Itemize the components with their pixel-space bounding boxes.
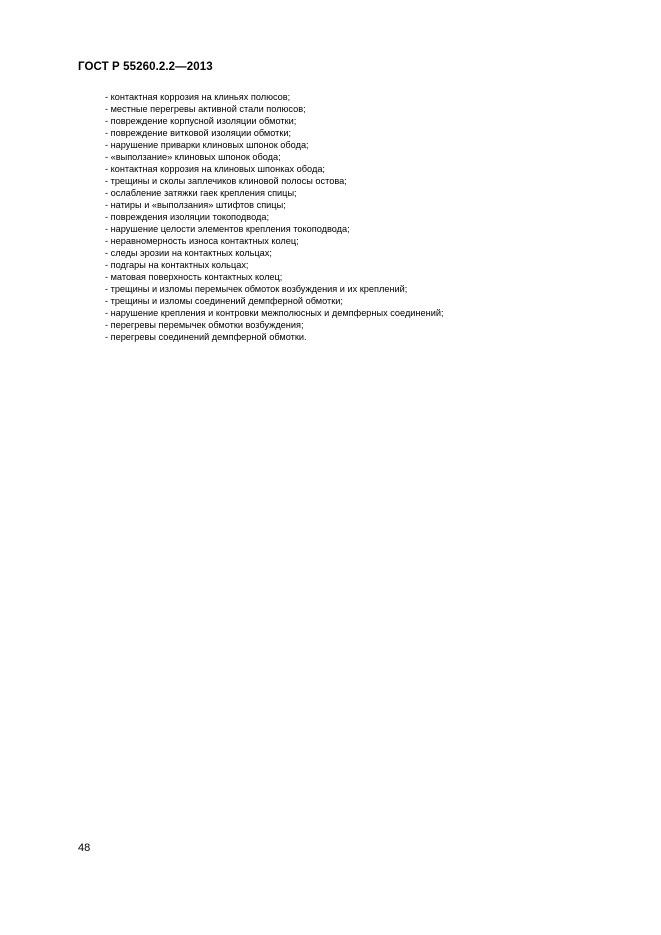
- list-item: - следы эрозии на контактных кольцах;: [105, 248, 272, 258]
- list-item: - натиры и «выползания» штифтов спицы;: [105, 200, 286, 210]
- list-item: - контактная коррозия на клиновых шпонках обода;: [105, 164, 325, 174]
- list-item: - подгары на контактных кольцах;: [105, 260, 249, 270]
- list-item: - нарушение крепления и контровки межполюсных и демпферных соединений;: [105, 308, 444, 318]
- list-item: - «выползание» клиновых шпонок обода;: [105, 152, 281, 162]
- list-item: - нарушение целости элементов крепления токоподвода;: [105, 224, 350, 234]
- page-number: 48: [78, 842, 91, 854]
- list-item: - повреждение витковой изоляции обмотки;: [105, 128, 292, 138]
- list-item: - повреждение корпусной изоляции обмотки;: [105, 116, 297, 126]
- list-item: - перегревы соединений демпферной обмотки.: [105, 332, 307, 342]
- list-item: - трещины и изломы соединений демпферной обмотки;: [105, 296, 343, 306]
- list-item: - матовая поверхность контактных колец;: [105, 272, 283, 282]
- list-item: - ослабление затяжки гаек крепления спицы;: [105, 188, 297, 198]
- list-item: - трещины и изломы перемычек обмоток возбуждения и их креплений;: [105, 284, 408, 294]
- list-item: - нарушение приварки клиновых шпонок обода;: [105, 140, 309, 150]
- document-header: ГОСТ Р 55260.2.2—2013: [78, 61, 213, 73]
- list-item: - трещины и сколы заплечиков клиновой полосы остова;: [105, 176, 347, 186]
- defect-list: [105, 91, 444, 343]
- list-item: - контактная коррозия на клиньях полюсов;: [105, 92, 291, 102]
- list-item: - неравномерность износа контактных колец;: [105, 236, 299, 246]
- list-item: - повреждения изоляции токоподвода;: [105, 212, 270, 222]
- list-item: - перегревы перемычек обмотки возбуждения;: [105, 320, 304, 330]
- list-item: - местные перегревы активной стали полюсов;: [105, 104, 306, 114]
